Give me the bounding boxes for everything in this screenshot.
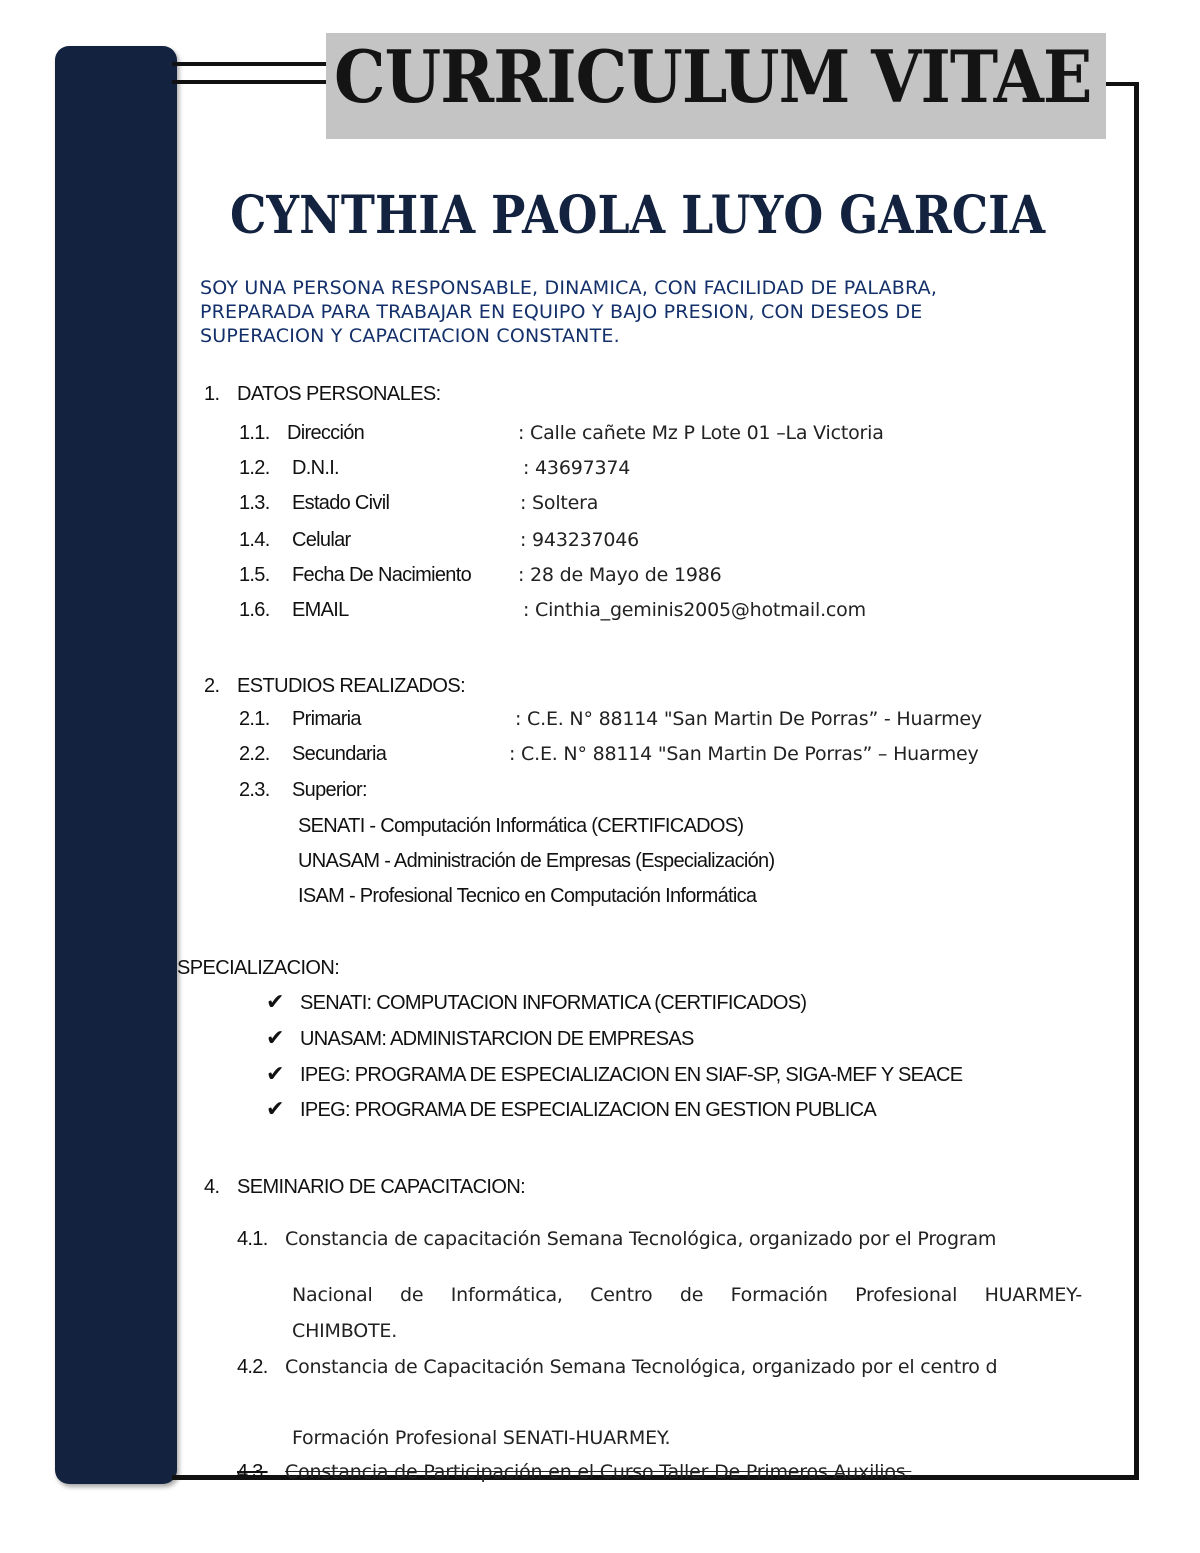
item-number: 1.2. [239,457,270,479]
frame-line [172,80,326,84]
field-label-direccion: Dirección [287,422,365,444]
title-banner [326,33,1106,139]
field-label-celular: Celular [292,529,351,551]
field-value-celular: : 943237046 [520,529,640,551]
seminario-text: Constancia de capacitación Semana Tecnológica, organizado por el Program [285,1228,997,1250]
sidebar-bar [55,46,177,1484]
frame-line [172,62,326,66]
field-value-primaria: : C.E. N° 88114 "San Martin De Porras” - Huarmey [515,708,982,730]
section-heading-datos: DATOS PERSONALES: [237,383,441,405]
item-number: 4.2. [237,1356,268,1378]
section-heading-especializacion: SPECIALIZACION: [177,957,340,979]
especializacion-item: IPEG: PROGRAMA DE ESPECIALIZACION EN GESTION PUBLICA [300,1099,876,1121]
frame-border-right [1134,82,1139,1480]
field-value-dni: : 43697374 [523,457,631,479]
superior-item: SENATI - Computación Informática (CERTIFICADOS) [298,815,744,837]
item-number: 2.3. [239,779,270,801]
field-label-estado-civil: Estado Civil [292,492,390,514]
profile-line: PREPARADA PARA TRABAJAR EN EQUIPO Y BAJO PRESION, CON DESEOS DE [200,301,923,323]
field-value-email: : Cinthia_geminis2005@hotmail.com [523,599,866,621]
seminario-text: Constancia de Capacitación Semana Tecnológica, organizado por el centro d [285,1356,998,1378]
item-number: 1.4. [239,529,270,551]
section-number: 2. [204,675,220,697]
especializacion-item: IPEG: PROGRAMA DE ESPECIALIZACION EN SIAF-SP, SIGA-MEF Y SEACE [300,1064,963,1086]
seminario-text: CHIMBOTE. [292,1320,398,1342]
seminario-text: Constancia de Participación en el Curso Taller De Primeros Auxilios. [285,1461,912,1483]
item-number: 1.3. [239,492,270,514]
seminario-text: Nacional de Informática, Centro de Formación Profesional HUARMEY- [292,1284,1082,1306]
especializacion-item: UNASAM: ADMINISTARCION DE EMPRESAS [300,1028,694,1050]
seminario-text: Formación Profesional SENATI-HUARMEY. [292,1427,671,1449]
checkmark-icon: ✔ [266,1096,285,1121]
item-number: 1.5. [239,564,270,586]
profile-line: SUPERACION Y CAPACITACION CONSTANTE. [200,325,620,347]
checkmark-icon: ✔ [266,1061,285,1086]
profile-line: SOY UNA PERSONA RESPONSABLE, DINAMICA, CON FACILIDAD DE PALABRA, [200,277,938,299]
section-number: 4. [204,1176,220,1198]
field-label-email: EMAIL [292,599,349,621]
field-value-direccion: : Calle cañete Mz P Lote 01 –La Victoria [518,422,884,444]
item-number: 4.3. [237,1461,268,1483]
field-label-superior: Superior: [292,779,367,801]
field-value-estado-civil: : Soltera [520,492,599,514]
field-label-primaria: Primaria [292,708,361,730]
item-number: 1.6. [239,599,270,621]
item-number: 4.1. [237,1228,268,1250]
item-number: 1.1. [239,422,270,444]
field-value-secundaria: : C.E. N° 88114 "San Martin De Porras” – Huarmey [509,743,979,765]
item-number: 2.1. [239,708,270,730]
field-value-fecha-nacimiento: : 28 de Mayo de 1986 [518,564,722,586]
superior-item: UNASAM - Administración de Empresas (Especialización) [298,850,775,872]
profile-summary [200,276,1080,348]
especializacion-item: SENATI: COMPUTACION INFORMATICA (CERTIFICADOS) [300,992,807,1014]
person-name: CYNTHIA PAOLA LUYO GARCIA [230,185,1046,246]
field-label-secundaria: Secundaria [292,743,387,765]
field-label-dni: D.N.I. [292,457,339,479]
document-title: CURRICULUM VITAE [334,34,1092,119]
section-heading-seminario: SEMINARIO DE CAPACITACION: [237,1176,526,1198]
section-number: 1. [204,383,220,405]
superior-item: ISAM - Profesional Tecnico en Computación Informática [298,885,757,907]
section-heading-estudios: ESTUDIOS REALIZADOS: [237,675,466,697]
item-number: 2.2. [239,743,270,765]
field-label-fecha-nacimiento: Fecha De Nacimiento [292,564,472,586]
checkmark-icon: ✔ [266,1025,285,1050]
checkmark-icon: ✔ [266,989,285,1014]
